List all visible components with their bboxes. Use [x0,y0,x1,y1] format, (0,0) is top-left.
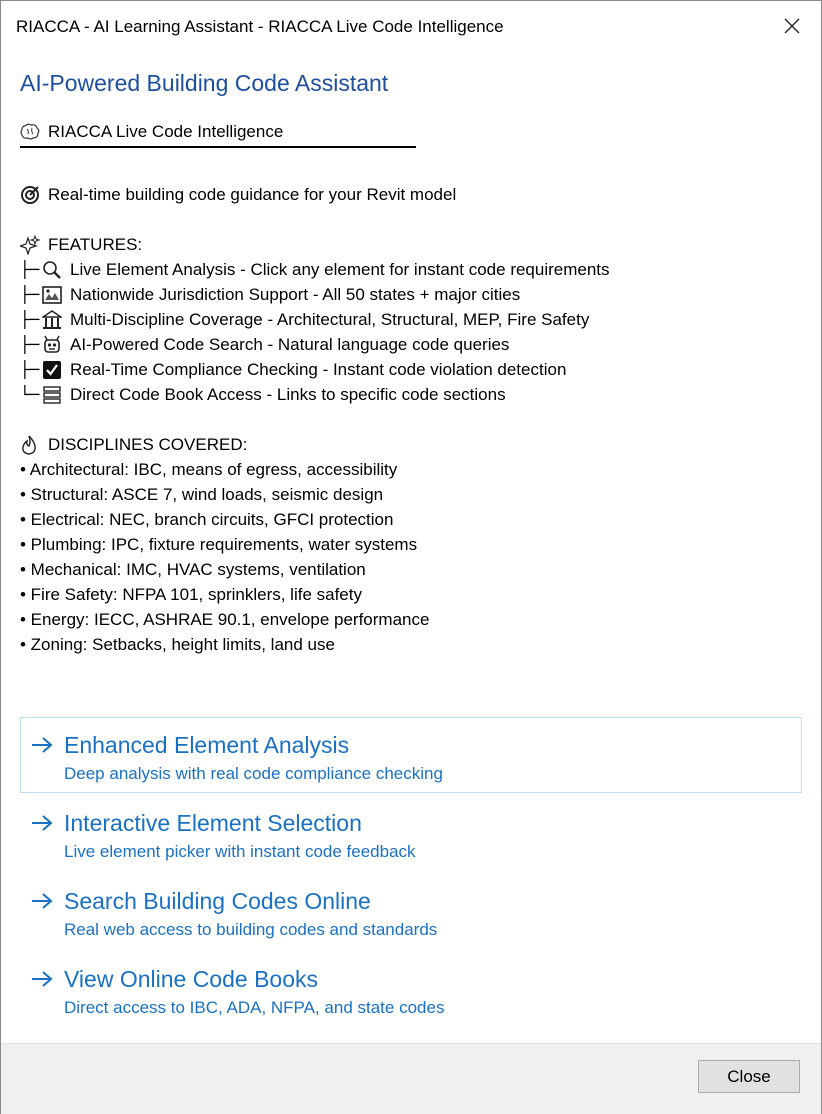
feature-text: AI-Powered Code Search - Natural language code queries [70,335,510,354]
discipline-item: • Architectural: IBC, means of egress, accessibility [20,460,398,479]
subtitle-line [20,119,810,144]
tagline-line [20,182,810,207]
feature-text: Multi-Discipline Coverage - Architectural, Structural, MEP, Fire Safety [70,310,590,329]
books-icon [42,385,64,405]
subtitle: RIACCA Live Code Intelligence [48,122,284,141]
feature-text: Direct Code Book Access - Links to specific code sections [70,385,506,404]
feature-item [20,332,810,357]
features-header: FEATURES: [48,235,143,254]
robot-icon [42,335,64,355]
discipline-item: • Fire Safety: NFPA 101, sprinklers, life safety [20,585,362,604]
feature-text: Nationwide Jurisdiction Support - All 50 states + major cities [70,285,521,304]
discipline-item: • Zoning: Setbacks, height limits, land use [20,635,335,654]
arrow-right-icon [30,969,54,989]
discipline-item: • Energy: IECC, ASHRAE 90.1, envelope performance [20,610,430,629]
map-icon [42,285,64,305]
close-icon[interactable] [775,11,809,41]
link-title: Search Building Codes Online [64,887,371,914]
magnifier-icon [42,260,64,280]
link-title: View Online Code Books [64,965,318,992]
discipline-item: • Structural: ASCE 7, wind loads, seismic design [20,485,384,504]
discipline-item: • Electrical: NEC, branch circuits, GFCI protection [20,510,394,529]
link-description: Direct access to IBC, ADA, NFPA, and state codes [64,998,445,1017]
tree-branch: ├─ [20,285,40,304]
arrow-right-icon [30,891,54,911]
arrow-right-icon [30,735,54,755]
search-building-codes-link[interactable] [20,873,802,949]
interactive-element-selection-link[interactable] [20,795,802,871]
discipline-item: • Plumbing: IPC, fixture requirements, water systems [20,535,418,554]
command-links [20,717,802,1029]
tree-branch: └─ [20,385,40,404]
dialog-footer [1,1043,821,1114]
discipline-item: • Mechanical: IMC, HVAC systems, ventilation [20,560,366,579]
feature-item [20,307,810,332]
building-icon [42,310,64,330]
link-title: Enhanced Element Analysis [64,731,350,758]
feature-text: Live Element Analysis - Click any element for instant code requirements [70,260,610,279]
fire-icon [20,435,42,455]
checkbox-icon [42,360,64,380]
link-description: Live element picker with instant code feedback [64,842,416,861]
arrow-right-icon [30,813,54,833]
enhanced-element-analysis-link[interactable] [20,717,802,793]
tree-branch: ├─ [20,260,40,279]
tagline: Real-time building code guidance for your Revit model [48,185,457,204]
title-bar[interactable] [1,1,821,53]
page-title: AI-Powered Building Code Assistant [20,70,389,96]
features-header-line [20,232,810,257]
target-icon [20,185,42,205]
link-description: Deep analysis with real code compliance checking [64,764,443,783]
window-title: RIACCA - AI Learning Assistant - RIACCA Live Code Intelligence [16,17,504,36]
feature-text: Real-Time Compliance Checking - Instant code violation detection [70,360,567,379]
disciplines-header: DISCIPLINES COVERED: [48,435,248,454]
tree-branch: ├─ [20,310,40,329]
link-title: Interactive Element Selection [64,809,362,836]
close-button[interactable]: Close [698,1060,800,1093]
feature-item [20,357,810,382]
tree-branch: ├─ [20,360,40,379]
disciplines-header-line [20,432,810,457]
link-description: Real web access to building codes and standards [64,920,438,939]
info-content [20,69,810,657]
view-code-books-link[interactable] [20,951,802,1027]
brain-icon [20,122,42,142]
sparkles-icon [20,235,42,255]
divider [20,146,416,148]
feature-item [20,282,810,307]
feature-item [20,382,810,407]
feature-item [20,257,810,282]
tree-branch: ├─ [20,335,40,354]
